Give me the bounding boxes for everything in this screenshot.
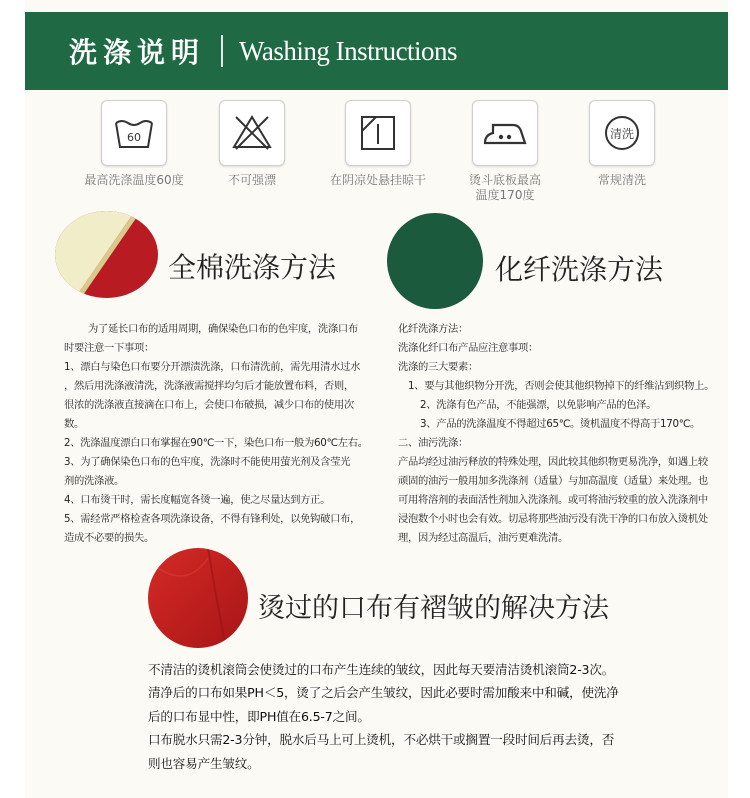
synthetic-swatch-image: [387, 213, 483, 309]
care-item-iron: [440, 100, 570, 203]
synthetic-line: 3、产品的洗涤温度不得超过65℃。烫机温度不得高于170℃。: [420, 418, 700, 430]
synthetic-line: 顽固的油污一般用加多洗涤剂（适量）与加高温度（适量）来处理。也: [398, 475, 708, 487]
shade-dry-icon: [345, 100, 411, 166]
care-item-regular-wash: [557, 100, 687, 188]
wrinkle-line: 不清洁的烫机滚筒会使烫过的口布产生连续的皱纹，因此每天要清洁烫机滚筒2-3次。: [148, 662, 615, 677]
cotton-line: 造成不必要的损失。: [64, 532, 154, 544]
iron-icon: [472, 100, 538, 166]
synthetic-line: 化纤洗涤方法：: [398, 323, 468, 335]
synthetic-line: 洗涤化纤口布产品应注意事项：: [398, 342, 538, 354]
synthetic-line: 二、油污洗涤：: [398, 437, 468, 449]
care-label: 不可强漂: [227, 173, 276, 187]
care-label: 最高洗涤温度60度: [84, 173, 184, 187]
wash-temp-symbol: 60: [127, 131, 141, 144]
care-item-wash-temp: [69, 100, 199, 188]
cotton-line: 为了延长口布的适用周期，确保染色口布的色牢度，洗涤口布: [88, 323, 358, 335]
synthetic-line: 浸泡数个小时也会有效。切忌将那些油污没有洗干净的口布放入烫机处: [398, 513, 708, 525]
header-divider: [221, 35, 223, 67]
no-bleach-icon: [219, 100, 285, 166]
wrinkle-line: 口布脱水只需2-3分钟，脱水后马上可上烫机，不必烘干或搁置一段时间后再去烫，否: [148, 732, 615, 748]
synthetic-line: 理，因为经过高温后，油污更难洗清。: [398, 532, 568, 544]
regular-wash-icon: [589, 100, 655, 166]
cotton-swatch-image: [55, 211, 158, 298]
cotton-line: 3、为了确保染色口布的色牢度，洗涤时不能使用萤光剂及含莹光: [64, 456, 351, 468]
synthetic-line: 2、洗涤有色产品，不能强漂，以免影响产品的色泽。: [420, 399, 657, 411]
header-title-en: Washing Instructions: [239, 35, 458, 66]
cotton-line: 剂的洗涤液。: [64, 475, 124, 487]
wrinkle-instructions: [148, 658, 668, 775]
cotton-line: ，然后用洗涤液清洗，洗涤液需搅拌均匀后才能放置布料，否则，: [64, 380, 354, 392]
care-label: 在阴凉处悬挂晾干: [329, 173, 426, 187]
synthetic-line: 洗涤的三大要素：: [398, 361, 478, 373]
care-label: 常规清洗: [597, 173, 646, 187]
cotton-line: 很浓的洗涤液直接滴在口布上，会使口布破损，减少口布的使用次: [64, 399, 354, 411]
cotton-instructions: [64, 320, 384, 548]
header-title-cn: 洗涤说明: [69, 36, 206, 69]
wrinkle-title: 烫过的口布有褶皱的解决方法: [258, 593, 609, 624]
cotton-line: 时要注意一下事项：: [64, 342, 154, 354]
synthetic-line: 可用将溶剂的表面活性剂加入洗涤剂。或可将油污较重的放入洗涤剂中: [398, 494, 708, 506]
synthetic-line: 产品均经过油污释放的特殊处理，因此较其他织物更易洗净，如遇上较: [398, 456, 708, 468]
wrinkle-line: 清净后的口布如果PH＜5，烫了之后会产生皱纹，因此必要时需加酸来中和碱，使洗净: [148, 685, 619, 701]
regular-wash-symbol: 清洗: [609, 127, 635, 141]
cotton-line: 1、漂白与染色口布要分开漂渍洗涤，口布清洗前，需先用清水过水: [64, 361, 361, 373]
cotton-line: 4、口布烫干时，需长度幅宽各烫一遍，使之尽量达到方正。: [64, 494, 331, 506]
cotton-line: 2、洗涤温度漂白口布掌握在90℃一下，染色口布一般为60℃左右。: [64, 437, 368, 449]
care-item-no-bleach: [187, 100, 317, 188]
cotton-title: 全棉洗涤方法: [168, 251, 337, 284]
care-label: 烫斗底板最高温度170度: [468, 173, 541, 202]
ironed-cloth-image: [148, 548, 248, 648]
cotton-line: 数。: [64, 418, 84, 430]
synthetic-instructions: [398, 320, 726, 548]
synthetic-line: 1、要与其他织物分开洗，否则会使其他织物掉下的纤维沾到织物上。: [408, 380, 715, 392]
wrinkle-line: 后的口布显中性，即PH值在6.5-7之间。: [148, 708, 370, 724]
synthetic-title: 化纤洗涤方法: [495, 253, 664, 286]
header-banner: [25, 12, 728, 90]
cotton-line: 5、需经常严格检查各项洗涤设备，不得有锋利处，以免钩破口布，: [64, 513, 361, 525]
wash-60-icon: [101, 100, 167, 166]
wrinkle-line: 则也容易产生皱纹。: [148, 755, 260, 771]
care-item-shade-dry: [313, 100, 443, 188]
care-icons-row: [0, 100, 750, 210]
